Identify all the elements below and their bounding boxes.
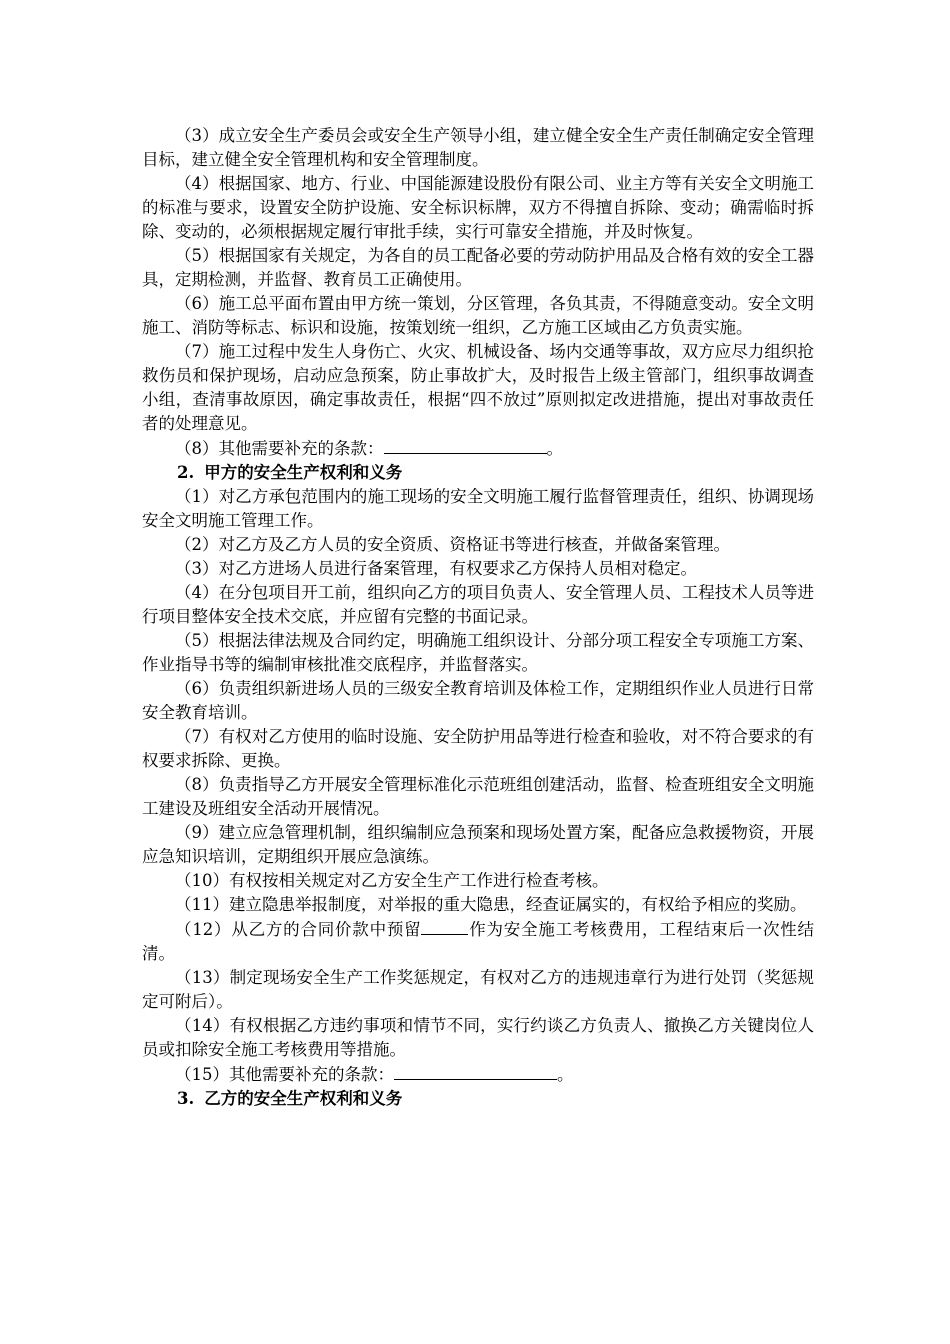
clause-2-12-rest: 作为安全施工考核费用，工程结束后一次性结清。: [142, 920, 815, 963]
section-number: 3.: [177, 1089, 195, 1108]
fill-in-blank[interactable]: [394, 1062, 557, 1080]
clause-2-15: [142, 1062, 814, 1087]
fill-in-blank[interactable]: [384, 436, 547, 454]
clause-2-2: （2）对乙方及乙方人员的安全资质、资格证书等进行核查，并做备案管理。: [175, 535, 730, 554]
clause-2-5: （5）根据法律法规及合同约定，明确施工组织设计、分部分项工程安全专项施工方案、作业指导书等的编制审核批准交底程序，并监督落实。: [142, 631, 814, 674]
section-number: 2.: [177, 463, 195, 482]
clause-2-7: （7）有权对乙方使用的临时设施、安全防护用品等进行检查和验收，对不符合要求的有权要求拆除、更换。: [142, 727, 814, 770]
clause-2-14: （14）有权根据乙方违约事项和情节不同，实行约谈乙方负责人、撤换乙方关键岗位人员或扣除安全施工考核费用等措施。: [142, 1016, 814, 1059]
clause-1-3: （3）成立安全生产委员会或安全生产领导小组，建立健全安全生产责任制确定安全管理目标，建立健全安全管理机构和安全管理制度。: [142, 126, 814, 169]
clause-1-8-end: 。: [546, 439, 563, 458]
clause-1-8: [142, 436, 814, 461]
clause-2-3: （3）对乙方进场人员进行备案管理，有权要求乙方保持人员相对稳定。: [175, 559, 697, 578]
clause-2-4: （4）在分包项目开工前，组织向乙方的项目负责人、安全管理人员、工程技术人员等进行项目整体安全技术交底，并应留有完整的书面记录。: [142, 583, 814, 626]
clause-1-4: （4）根据国家、地方、行业、中国能源建设股份有限公司、业主方等有关安全文明施工的标准与要求，设置安全防护设施、安全标识标牌，双方不得擅自拆除、变动；确需临时拆除、变动的，必须根据规定履行审批手续，实行可靠安全措施，并及时恢复。: [142, 174, 814, 241]
document-body: [142, 124, 814, 1111]
section-heading-3: [142, 1087, 814, 1111]
section-title: 乙方的安全生产权利和义务: [204, 1089, 403, 1108]
clause-2-6: （6）负责组织新进场人员的三级安全教育培训及体检工作，定期组织作业人员进行日常安全教育培训。: [142, 679, 814, 722]
clause-2-13: （13）制定现场安全生产工作奖惩规定，有权对乙方的违规违章行为进行处罚（奖惩规定可附后）。: [142, 968, 814, 1011]
clause-1-8-text: （8）其他需要补充的条款：: [175, 439, 384, 458]
clause-2-15-text: （15）其他需要补充的条款：: [175, 1065, 394, 1084]
clause-2-12-text: （12）从乙方的合同价款中预留: [175, 920, 422, 939]
clause-2-1: （1）对乙方承包范围内的施工现场的安全文明施工履行监督管理责任，组织、协调现场安全文明施工管理工作。: [142, 487, 814, 530]
clause-1-7: （7）施工过程中发生人身伤亡、火灾、机械设备、场内交通等事故，双方应尽力组织抢救伤员和保护现场，启动应急预案，防止事故扩大，及时报告上级主管部门，组织事故调查小组，查清事故原因，确定事故责任，根据“四不放过”原则拟定改进措施，提出对事故责任者的处理意见。: [142, 342, 814, 433]
fill-in-blank[interactable]: [421, 917, 468, 935]
clause-2-11: （11）建立隐患举报制度，对举报的重大隐患，经查证属实的，有权给予相应的奖励。: [175, 895, 807, 914]
clause-2-9: （9）建立应急管理机制，组织编制应急预案和现场处置方案，配备应急救援物资，开展应急知识培训，定期组织开展应急演练。: [142, 823, 814, 866]
clause-2-12: [142, 917, 814, 966]
clause-1-5: （5）根据国家有关规定，为各自的员工配备必要的劳动防护用品及合格有效的安全工器具，定期检测，并监督、教育员工正确使用。: [142, 246, 814, 289]
clause-1-6: （6）施工总平面布置由甲方统一策划，分区管理，各负其责，不得随意变动。安全文明施工、消防等标志、标识和设施，按策划统一组织，乙方施工区域由乙方负责实施。: [142, 294, 814, 337]
section-heading-2: [142, 461, 814, 485]
clause-2-10: （10）有权按相关规定对乙方安全生产工作进行检查考核。: [175, 871, 609, 890]
section-title: 甲方的安全生产权利和义务: [204, 463, 403, 482]
clause-2-15-end: 。: [557, 1065, 574, 1084]
clause-2-8: （8）负责指导乙方开展安全管理标准化示范班组创建活动，监督、检查班组安全文明施工建设及班组安全活动开展情况。: [142, 775, 814, 818]
